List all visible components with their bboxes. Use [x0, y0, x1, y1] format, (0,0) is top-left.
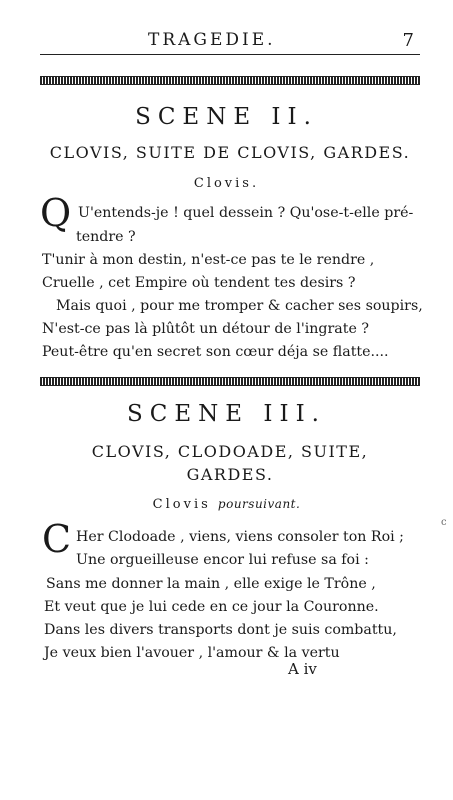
verse-line: N'est-ce pas là plûtôt un détour de l'ingrate ?	[42, 321, 369, 337]
scene-2-dropcap: Q	[40, 191, 72, 235]
verse-line: Et veut que je lui cede en ce jour la Couronne.	[44, 599, 379, 615]
verse-line: Peut-être qu'en secret son cœur déja se flatte....	[42, 344, 389, 360]
scene-2-speaker: Clovis.	[193, 176, 260, 191]
stray-mark: c	[441, 517, 447, 528]
stage-direction: poursuivant.	[217, 497, 301, 511]
ornament-band-middle	[40, 377, 420, 386]
scene-3-heading: SCENE III.	[127, 401, 326, 427]
page-number: 7	[402, 30, 414, 51]
running-title: TRAGEDIE.	[148, 30, 276, 50]
verse-line: Dans les divers transports dont je suis combattu,	[44, 622, 397, 638]
verse-line: U'entends-je ! quel dessein ? Qu'ose-t-elle pré-	[78, 205, 414, 221]
verse-line: Mais quoi , pour me tromper & cacher ses soupirs,	[56, 298, 423, 314]
verse-line: Sans me donner la main , elle exige le Trône ,	[46, 576, 376, 592]
scene-2-heading: SCENE II.	[135, 104, 318, 130]
signature-mark: A iv	[288, 660, 317, 678]
ornament-band-top	[40, 76, 420, 85]
verse-line: Her Clodoade , viens, viens consoler ton Roi ;	[76, 529, 404, 545]
verse-line: T'unir à mon destin, n'est-ce pas te le rendre ,	[42, 252, 375, 268]
verse-line: Cruelle , cet Empire où tendent tes desirs ?	[42, 275, 356, 291]
verse-line: Je veux bien l'avouer , l'amour & la vertu	[44, 645, 340, 661]
speaker-name: Clovis	[152, 497, 211, 512]
scene-2-cast: CLOVIS, SUITE DE CLOVIS, GARDES.	[49, 143, 411, 162]
running-head	[40, 28, 420, 55]
scene-3-dropcap: C	[42, 517, 72, 561]
scene-3-cast-line-1: CLOVIS, CLODOADE, SUITE,	[91, 442, 369, 461]
verse-line: Une orgueilleuse encor lui refuse sa foi :	[76, 552, 369, 568]
scene-3-speaker	[0, 497, 453, 512]
scene-3-cast-line-2: GARDES.	[186, 465, 274, 484]
verse-line: tendre ?	[76, 229, 136, 245]
